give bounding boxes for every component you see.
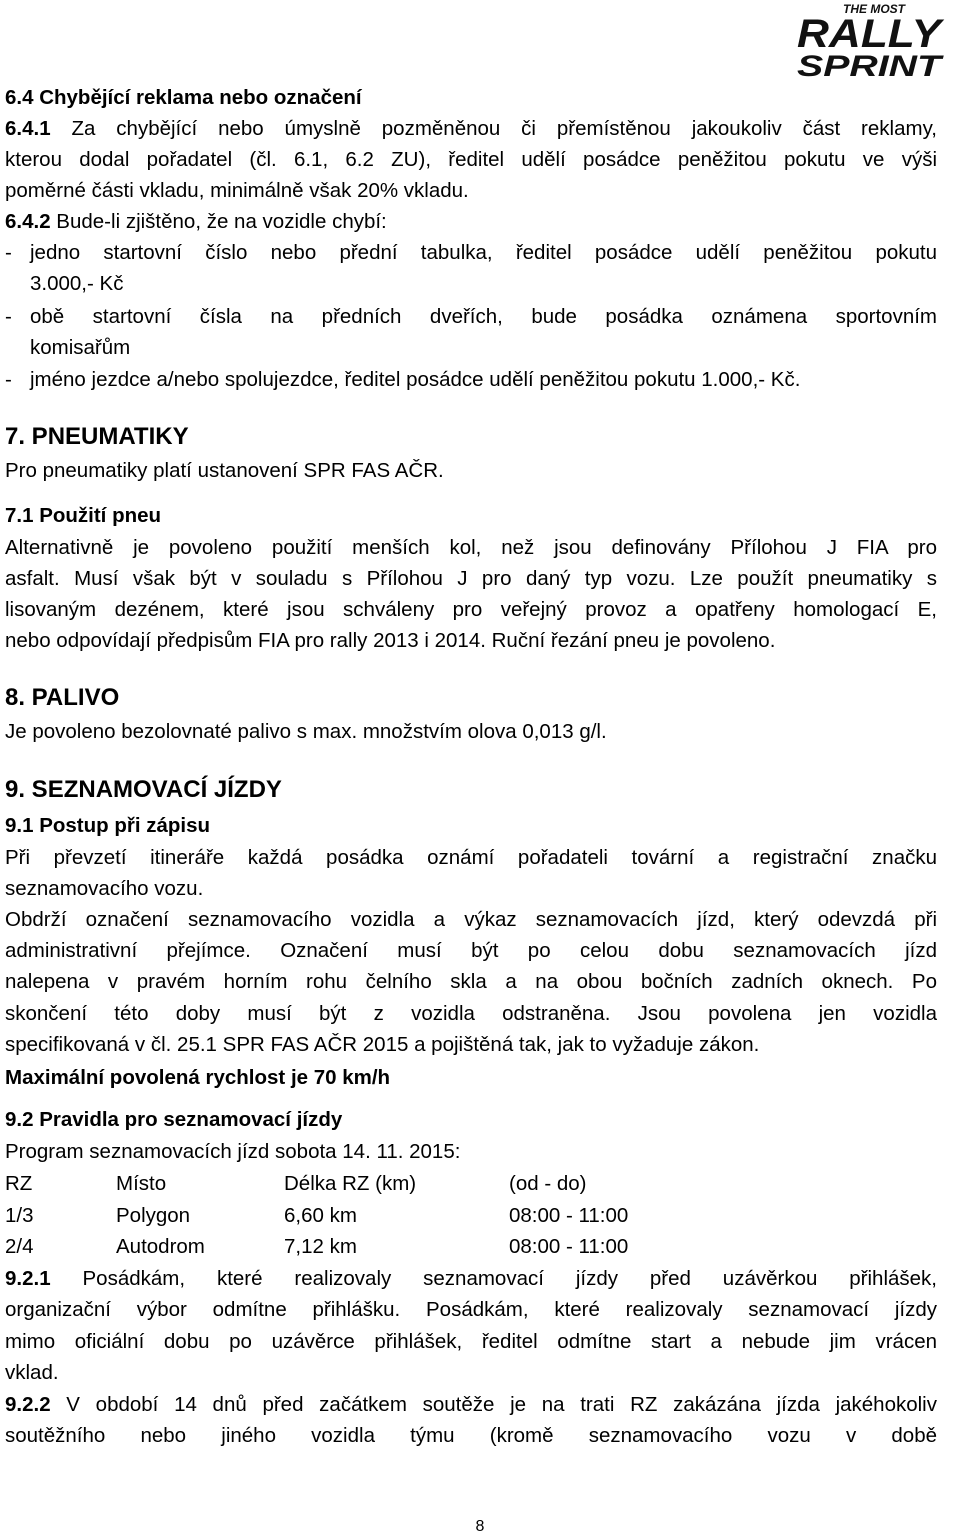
subsection-7-1-heading: 7.1 Použití pneu	[5, 504, 162, 527]
table-cell: 08:00 - 11:00	[509, 1235, 629, 1258]
clause-text: Bude-li zjištěno, že na vozidle chybí:	[50, 210, 387, 233]
paragraph-9-2-2-line	[5, 1392, 937, 1418]
paragraph-line: Alternativně je povoleno použití menších kol, než jsou definovány Přílohou J FIA pro	[5, 536, 937, 559]
paragraph-line: nalepena v pravém horním rohu čelního skla a na obou bočních zadních oknech. Po	[5, 970, 937, 993]
table-cell: 7,12 km	[284, 1235, 357, 1258]
paragraph-6-4-1-line	[5, 116, 937, 142]
section-9-heading: 9. SEZNAMOVACÍ JÍZDY	[5, 776, 282, 803]
table-cell: 6,60 km	[284, 1204, 357, 1227]
paragraph-9-2-1-line: vklad.	[5, 1361, 59, 1384]
paragraph-line: asfalt. Musí však být v souladu s Přílohou J pro daný typ vozu. Lze použít pneumatiky s	[5, 567, 937, 590]
table-header-cell: RZ	[5, 1172, 33, 1195]
paragraph-9-2-1-line: mimo oficiální dobu po uzávěrce přihlášek, ředitel odmítne start a nebude jim vrácen	[5, 1330, 937, 1353]
clause-number: 9.2.2	[5, 1393, 51, 1416]
list-item: jedno startovní číslo nebo přední tabulka, ředitel posádce udělí peněžitou pokutu	[30, 241, 937, 264]
paragraph-line: Je povoleno bezolovnaté palivo s max. množstvím olova 0,013 g/l.	[5, 720, 607, 743]
program-line: Program seznamovacích jízd sobota 14. 11. 2015:	[5, 1140, 461, 1163]
table-cell: Autodrom	[116, 1235, 205, 1258]
paragraph-line: seznamovacího vozu.	[5, 877, 204, 900]
paragraph-line: administrativní přejímce. Označení musí být po celou dobu seznamovacích jízd	[5, 939, 937, 962]
paragraph-line: Pro pneumatiky platí ustanovení SPR FAS AČR.	[5, 459, 444, 482]
paragraph-6-4-1-line: poměrné části vkladu, minimálně však 20% vkladu.	[5, 179, 469, 202]
table-cell: 2/4	[5, 1235, 34, 1258]
list-item: obě startovní čísla na předních dveřích, bude posádka oznámena sportovním	[30, 305, 937, 328]
table-header-cell: Místo	[116, 1172, 167, 1195]
paragraph-9-2-2-line: soutěžního nebo jiného vozidla týmu (kromě seznamovacího vozu v době	[5, 1424, 937, 1447]
table-cell: 08:00 - 11:00	[509, 1204, 629, 1227]
clause-text: V období 14 dnů před začátkem soutěže je na trati RZ zakázána jízda jakéhokoliv	[50, 1393, 937, 1416]
clause-number: 6.4.2	[5, 210, 51, 233]
list-bullet: -	[5, 305, 12, 328]
paragraph-6-4-2-line	[5, 209, 937, 235]
list-bullet: -	[5, 241, 12, 264]
rally-sprint-logo	[795, 0, 945, 80]
logo-mid-text: RALLY	[797, 12, 945, 56]
list-bullet: -	[5, 368, 12, 391]
section-6-4-heading: 6.4 Chybějící reklama nebo označení	[5, 86, 362, 109]
list-item: komisařům	[30, 336, 131, 359]
section-8-heading: 8. PALIVO	[5, 684, 120, 711]
table-header-cell: (od - do)	[509, 1172, 587, 1195]
paragraph-line: Při převzetí itineráře každá posádka oznámí pořadateli tovární a registrační značku	[5, 846, 937, 869]
paragraph-line: specifikovaná v čl. 25.1 SPR FAS AČR 2015 a pojištěná tak, jak to vyžaduje zákon.	[5, 1033, 760, 1056]
list-item: jméno jezdce a/nebo spolujezdce, ředitel posádce udělí peněžitou pokutu 1.000,- Kč.	[30, 368, 801, 391]
clause-number: 6.4.1	[5, 117, 51, 140]
paragraph-9-2-1-line	[5, 1266, 937, 1292]
clause-text: Za chybějící nebo úmyslně pozměněnou či přemístěnou jakoukoliv část reklamy,	[50, 117, 937, 140]
speed-limit-note: Maximální povolená rychlost je 70 km/h	[5, 1066, 391, 1089]
subsection-9-1-heading: 9.1 Postup při zápisu	[5, 814, 211, 837]
paragraph-line: skončení této doby musí být z vozidla odstraněna. Jsou povolena jen vozidla	[5, 1002, 937, 1025]
list-item: 3.000,- Kč	[30, 272, 124, 295]
paragraph-line: Obdrží označení seznamovacího vozidla a výkaz seznamovacích jízd, který odevzdá při	[5, 908, 937, 931]
table-cell: Polygon	[116, 1204, 191, 1227]
logo-top-text: THE MOST	[843, 2, 905, 16]
paragraph-line: nebo odpovídají předpisům FIA pro rally 2013 i 2014. Ruční řezání pneu je povoleno.	[5, 629, 776, 652]
section-7-heading: 7. PNEUMATIKY	[5, 423, 189, 450]
paragraph-6-4-1-line: kterou dodal pořadatel (čl. 6.1, 6.2 ZU), ředitel udělí posádce peněžitou pokutu ve výši	[5, 148, 937, 171]
table-cell: 1/3	[5, 1204, 34, 1227]
page-number: 8	[475, 1518, 485, 1535]
clause-number: 9.2.1	[5, 1267, 51, 1290]
clause-text: Posádkám, které realizovaly seznamovací jízdy před uzávěrkou přihlášek,	[50, 1267, 937, 1290]
logo-bottom-text: SPRINT	[797, 50, 945, 80]
paragraph-9-2-1-line: organizační výbor odmítne přihlášku. Posádkám, které realizovaly seznamovací jízdy	[5, 1298, 937, 1321]
paragraph-line: lisovaným dezénem, které jsou schváleny pro veřejný provoz a opatřeny homologací E,	[5, 598, 937, 621]
subsection-9-2-heading: 9.2 Pravidla pro seznamovací jízdy	[5, 1108, 343, 1131]
table-header-cell: Délka RZ (km)	[284, 1172, 417, 1195]
